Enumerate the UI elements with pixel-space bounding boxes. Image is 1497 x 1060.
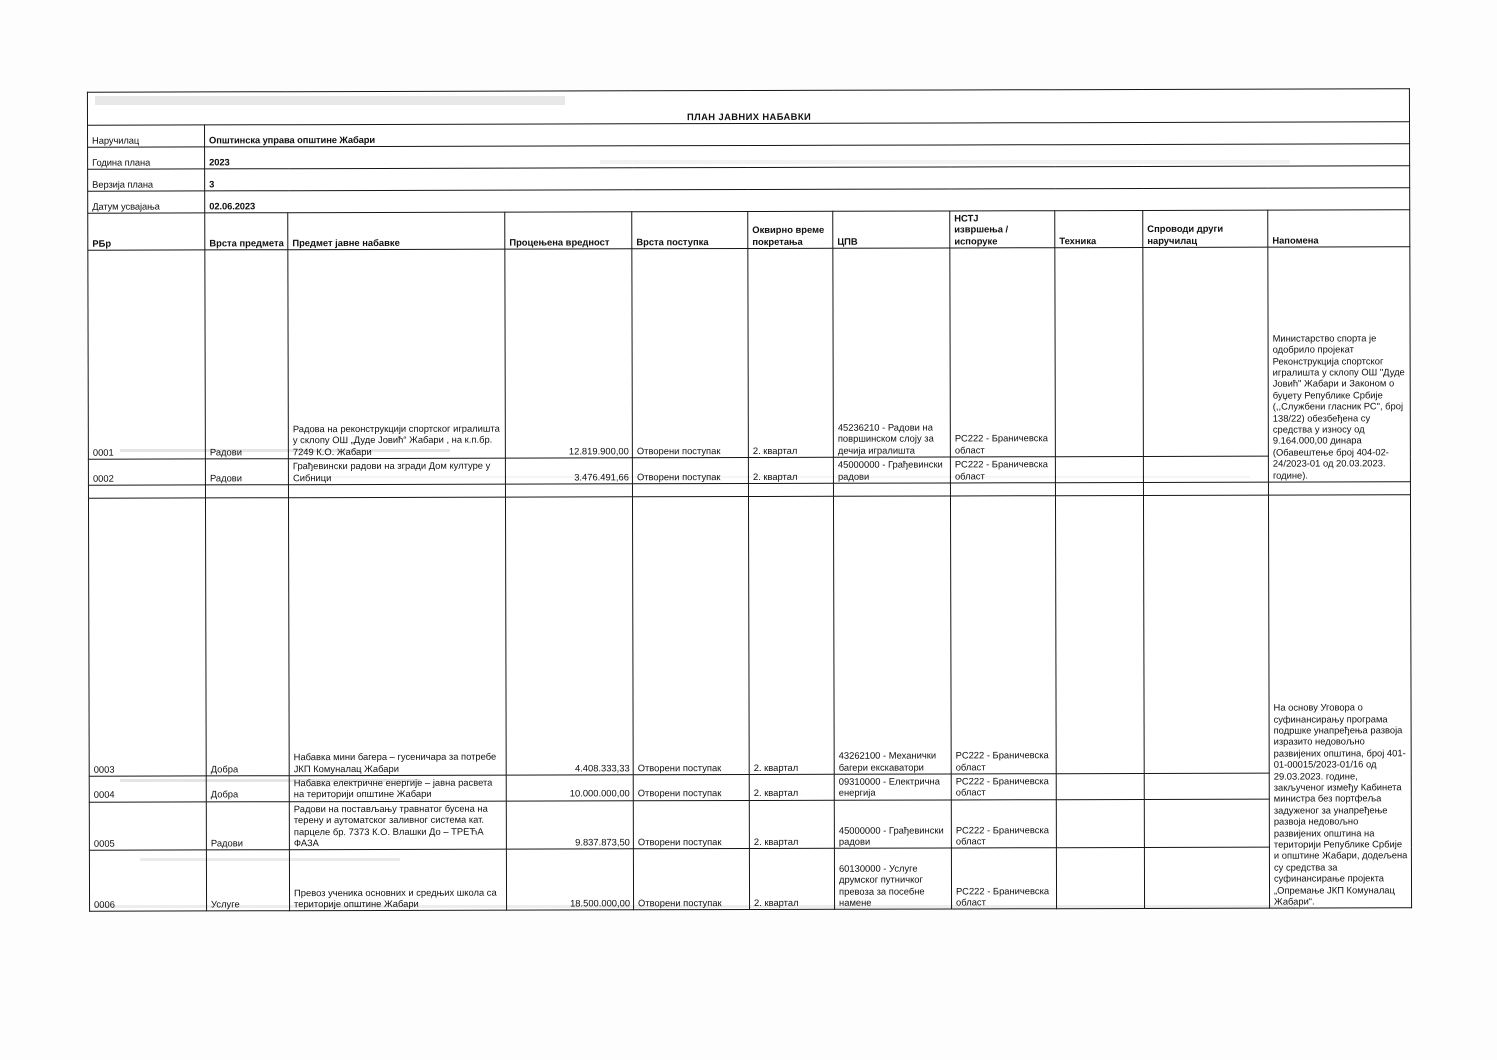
table-header-row xyxy=(88,210,1410,251)
column-header-time-line2: покретања xyxy=(752,235,803,247)
column-header-nstj-line1: НСТЈ xyxy=(954,212,979,224)
cell-rb: 0006 xyxy=(89,850,206,911)
cell-other-buyer xyxy=(1143,456,1268,482)
cell-other-buyer xyxy=(1143,495,1269,773)
cell-kind: Добра xyxy=(205,498,289,776)
cell-subject: Набавка мини багера – гусеничара за потребе ЈКП Комуналац Жабари xyxy=(288,497,506,776)
cell-procedure: Отворени поступак xyxy=(632,249,749,458)
spacer-cell xyxy=(205,485,288,498)
cell-cpv: 09310000 - Електрична енергија xyxy=(834,774,951,800)
cell-value: 3.476.491,66 xyxy=(505,458,632,484)
cell-procedure: Отворени поступак xyxy=(633,775,749,801)
cell-cpv: 43262100 - Механички багери екскаватори xyxy=(833,496,951,774)
cell-cpv: 60130000 - Услуге друмског путничког превоза за посебне намене xyxy=(834,848,951,909)
cell-time: 2. квартал xyxy=(748,496,834,774)
column-header-technique: Техника xyxy=(1055,210,1143,247)
meta-value-godina-plana: 2023 xyxy=(205,144,1410,169)
spacer-cell xyxy=(748,483,833,496)
cell-nstj: РС222 - Браничевска област xyxy=(951,800,1056,849)
meta-value-narucilac: Општинска управа општине Жабари xyxy=(205,122,1410,147)
cell-subject: Грађевински радови на згради Дом културе у Сибници xyxy=(288,458,505,484)
cell-other-buyer xyxy=(1144,848,1269,909)
spacer-cell xyxy=(88,485,205,498)
meta-value-datum-usvajanja: 02.06.2023 xyxy=(205,188,1410,213)
table-row xyxy=(89,799,1411,851)
cell-subject: Превоз ученика основних и средњих школа са територије општине Жабари xyxy=(289,850,506,912)
column-header-subject: Предмет јавне набавке xyxy=(288,212,505,250)
cell-time: 2. квартал xyxy=(749,849,834,910)
cell-nstj: РС222 - Браничевска област xyxy=(951,774,1056,800)
cell-rb: 0001 xyxy=(88,250,206,459)
cell-rb: 0002 xyxy=(88,459,205,485)
cell-value: 18.500.000,00 xyxy=(506,849,633,910)
cell-other-buyer xyxy=(1143,247,1269,456)
cell-cpv: 45236210 - Радови на површинском слоју за дечија игралишта xyxy=(833,248,951,457)
column-header-note: Напомена xyxy=(1268,210,1410,248)
meta-label-verzija-plana: Верзија плана xyxy=(88,169,205,191)
cell-kind: Радови xyxy=(205,250,289,459)
cell-procedure: Отворени поступак xyxy=(632,497,749,775)
cell-value: 12.819.900,00 xyxy=(505,249,633,458)
cell-kind: Радови xyxy=(205,459,288,485)
cell-technique xyxy=(1056,773,1144,799)
cell-procedure: Отворени поступак xyxy=(633,800,749,849)
cell-time: 2. квартал xyxy=(749,800,834,849)
cell-other-buyer xyxy=(1144,773,1269,799)
spacer-cell xyxy=(505,484,632,497)
cell-technique xyxy=(1056,799,1144,848)
page-title: ПЛАН ЈАВНИХ НАБАВКИ xyxy=(87,89,1409,125)
spacer-cell xyxy=(632,484,748,497)
procurement-plan-table xyxy=(87,88,1412,912)
column-header-value: Процењена вредност xyxy=(505,212,632,250)
meta-label-godina-plana: Година плана xyxy=(88,147,205,169)
cell-subject: Радова на реконструкцији спортског игралишта у склопу ОШ „Дуде Јовић“ Жабари , на к.п.бр. 7249 К.О. Жабари xyxy=(288,249,506,459)
cell-time: 2. квартал xyxy=(748,457,833,483)
column-header-time xyxy=(748,211,833,248)
cell-procedure: Отворени поступак xyxy=(633,849,749,910)
cell-nstj: РС222 - Браничевска област xyxy=(951,848,1056,909)
cell-subject: Набавка електричне енергије – јавна расвета на територији општине Жабари xyxy=(289,775,506,801)
column-header-rb: РБр xyxy=(88,213,205,251)
spacer-cell xyxy=(1268,482,1410,495)
table-row xyxy=(88,247,1411,459)
spacer-cell xyxy=(950,483,1055,496)
cell-nstj: РС222 - Браничевска област xyxy=(950,496,1056,774)
cell-technique xyxy=(1055,248,1144,457)
cell-nstj: РС222 - Браничевска област xyxy=(950,457,1055,483)
cell-rb: 0003 xyxy=(88,498,206,776)
table-row xyxy=(89,773,1411,802)
cell-nstj: РС222 - Браничевска област xyxy=(950,248,1056,457)
cell-technique xyxy=(1055,457,1143,483)
table-row xyxy=(88,456,1410,485)
column-header-other-buyer: Спроводи други наручилац xyxy=(1143,210,1268,248)
spacer-cell xyxy=(1055,482,1143,495)
cell-rb: 0004 xyxy=(89,776,206,802)
column-header-nstj xyxy=(950,211,1055,248)
meta-label-datum-usvajanja: Датум усвајања xyxy=(88,191,205,213)
spacer-cell xyxy=(288,484,505,498)
column-header-kind: Врста предмета xyxy=(205,213,288,250)
cell-rb: 0005 xyxy=(89,802,206,851)
cell-procedure: Отворени поступак xyxy=(632,458,748,484)
column-header-time-line1: Оквирно време xyxy=(752,224,825,236)
procurement-plan-document xyxy=(87,88,1411,916)
cell-note-block-2: На основу Уговора о суфинансирању програма подршке унапређења развоја изразито недовољно развијених општина, број 401-01-00015/2023-01/16 од 29.03.2023. године, закљученог између Кабинета министра без портфеља задуженог за унапређење развоја недовољно развијених општина на територији Републике Србије и општине Жабари, додељена су средства за суфинансирање пројекта „Опремање ЈКП Комуналац Жабари“. xyxy=(1268,495,1411,909)
cell-kind: Услуге xyxy=(206,850,289,911)
meta-label-narucilac: Наручилац xyxy=(88,125,205,147)
cell-cpv: 45000000 - Грађевински радови xyxy=(834,800,951,849)
cell-other-buyer xyxy=(1144,799,1269,848)
cell-note-block-1: Министарство спорта је одобрило пројекат Реконструкција спортског игралишта у склопу ОШ "Дуде Јовић" Жабари и Законом о буџету Републике Србије (,,Службени гласник РС", број 138/22) обезбеђена су средства у износу од 9.164.000,00 динара (Обавештење број 404-02-24/2023-01 од 20.03.2023. године). xyxy=(1268,247,1411,482)
cell-value: 9.837.873,50 xyxy=(506,801,633,850)
cell-time: 2. квартал xyxy=(748,248,834,457)
cell-kind: Добра xyxy=(206,776,289,802)
cell-cpv: 45000000 - Грађевински радови xyxy=(833,457,950,483)
cell-subject: Радови на постављању травнатог бусена на терену и аутоматског заливног система кат. парцеле бр. 7373 К.О. Влашки До – ТРЕЋА ФАЗА xyxy=(289,801,506,850)
cell-value: 4.408.333,33 xyxy=(505,497,633,775)
spacer-cell xyxy=(833,483,950,496)
cell-time: 2. квартал xyxy=(749,774,834,800)
table-row xyxy=(89,847,1411,911)
column-header-cpv: ЦПВ xyxy=(833,211,950,249)
title-row xyxy=(87,89,1409,125)
cell-value: 10.000.000,00 xyxy=(506,775,633,801)
column-header-procedure: Врста поступка xyxy=(632,212,748,250)
column-header-nstj-line2: извршења / испоруке xyxy=(954,223,1009,247)
table-row xyxy=(88,495,1411,776)
cell-kind: Радови xyxy=(206,802,289,851)
cell-technique xyxy=(1056,848,1144,909)
meta-value-verzija-plana: 3 xyxy=(205,166,1410,191)
cell-technique xyxy=(1055,495,1144,773)
spacer-cell xyxy=(1143,482,1268,495)
